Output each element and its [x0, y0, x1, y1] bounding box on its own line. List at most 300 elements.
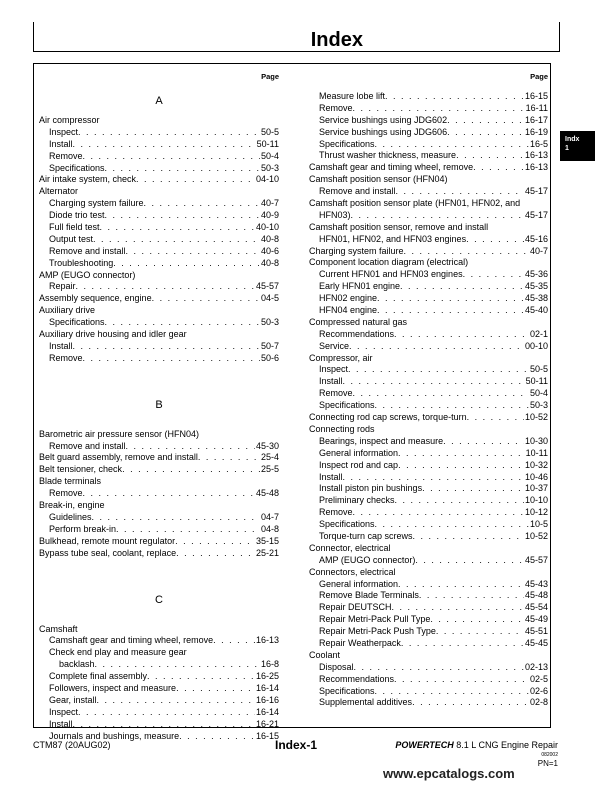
index-entry-page[interactable]: 16-15	[255, 730, 279, 741]
leader-dots	[466, 234, 524, 246]
section-letter-b: B	[155, 398, 163, 411]
index-entry-page[interactable]: 25-21	[255, 547, 279, 558]
index-list-c	[39, 624, 279, 743]
leader-dots	[126, 441, 255, 453]
index-entry-text: Connecting rods	[309, 423, 375, 434]
index-entry-text: Connectors, electrical	[309, 566, 396, 577]
index-entry-page[interactable]: 16-16	[255, 694, 279, 705]
index-entry-text: Output test	[49, 233, 94, 244]
index-entry	[39, 536, 279, 548]
index-entry-page[interactable]: 25-5	[260, 464, 279, 475]
leader-dots	[97, 695, 255, 707]
index-entry-text: Diode trio test	[49, 210, 105, 221]
leader-dots	[375, 400, 529, 412]
index-entry	[309, 412, 548, 424]
index-entry-text: Charging system failure	[309, 245, 404, 256]
index-entry-page[interactable]: 16-13	[255, 635, 279, 646]
index-entry	[39, 647, 279, 659]
index-entry-page[interactable]: 40-8	[260, 233, 279, 244]
index-entry-text: Blade terminals	[39, 476, 102, 487]
leader-dots	[392, 602, 524, 614]
index-list-right	[309, 91, 548, 709]
index-entry-text: Measure lobe lift	[319, 91, 386, 101]
index-entry-text: Charging system failure	[49, 198, 144, 209]
index-entry-page[interactable]: 40-9	[260, 210, 279, 221]
index-entry-page[interactable]: 45-57	[255, 281, 279, 292]
index-entry-page[interactable]: 45-17	[524, 186, 548, 197]
index-entry	[39, 258, 279, 270]
index-entry	[39, 174, 279, 186]
leader-dots	[377, 293, 524, 305]
leader-dots	[430, 614, 524, 626]
index-entry-text: Inspect rod and cap	[319, 459, 399, 470]
index-entry	[39, 293, 279, 305]
index-entry	[39, 441, 279, 453]
index-entry-page[interactable]: 16-15	[524, 91, 548, 101]
index-entry-page[interactable]: 50-11	[525, 376, 548, 387]
index-entry	[39, 695, 279, 707]
index-entry	[309, 269, 548, 281]
leader-dots	[78, 707, 255, 719]
index-entry	[309, 150, 548, 162]
index-entry-page[interactable]: 40-7	[529, 245, 548, 256]
index-entry-page[interactable]: 50-4	[260, 150, 279, 161]
index-entry	[39, 464, 279, 476]
index-entry-text: Specifications	[319, 519, 375, 530]
leader-dots	[447, 127, 524, 139]
index-entry-text: Install	[319, 471, 343, 482]
index-entry-text: Repair Metri-Pack Push Type	[319, 626, 436, 637]
section-letter-a: A	[155, 95, 163, 107]
index-entry-page[interactable]: 45-16	[524, 233, 548, 244]
leader-dots	[353, 507, 524, 519]
index-entry-text: Guidelines	[49, 511, 92, 522]
index-entry-text: Install	[49, 138, 73, 149]
index-entry-page[interactable]: 45-49	[524, 614, 548, 625]
index-entry-text: Remove and install	[49, 245, 126, 256]
footer-doc-id: CTM87 (20AUG02)	[33, 740, 111, 750]
index-entry-page[interactable]: 40-10	[255, 222, 279, 233]
index-entry-page[interactable]: 16-13	[524, 162, 548, 173]
index-entry-page[interactable]: 45-35	[524, 281, 548, 292]
index-entry	[309, 293, 548, 305]
index-entry	[309, 400, 548, 412]
index-entry-text: Troubleshooting	[49, 257, 114, 268]
section-letter-c: C	[155, 593, 163, 606]
index-entry-page[interactable]: 16-25	[255, 671, 279, 682]
index-entry-page[interactable]: 16-21	[255, 718, 279, 729]
index-entry-page[interactable]: 16-14	[255, 706, 279, 717]
leader-dots	[176, 683, 255, 695]
index-entry-text: Bulkhead, remote mount regulator	[39, 535, 176, 546]
index-tab-label: Indx	[565, 136, 580, 143]
leader-dots	[412, 697, 529, 709]
leader-dots	[396, 186, 524, 198]
index-entry	[39, 548, 279, 560]
index-entry-text: Disposal	[319, 661, 354, 672]
index-entry-text: Camshaft position sensor (HFN04)	[309, 174, 448, 185]
index-entry	[309, 662, 548, 674]
index-entry	[39, 270, 279, 282]
index-entry	[39, 341, 279, 353]
leader-dots	[395, 495, 524, 507]
index-entry	[309, 638, 548, 650]
index-entry	[39, 635, 279, 647]
index-entry-text: Supplemental additives	[319, 697, 413, 708]
leader-dots	[353, 388, 529, 400]
index-entry-page[interactable]: 16-19	[524, 126, 548, 137]
index-entry-text: Specifications	[49, 317, 105, 328]
leader-dots	[456, 150, 524, 162]
index-entry-text: Remove and install	[49, 440, 126, 451]
index-entry-text: Barometric air pressure sensor (HFN04)	[39, 428, 200, 439]
leader-dots	[354, 662, 524, 674]
leader-dots	[436, 626, 524, 638]
index-entry	[39, 115, 279, 127]
index-entry-text: Auxiliary drive	[39, 305, 96, 316]
index-entry	[39, 210, 279, 222]
index-entry-text: Install	[49, 340, 73, 351]
index-column-left	[39, 71, 279, 742]
index-entry	[39, 707, 279, 719]
leader-dots	[105, 317, 260, 329]
index-entry-page[interactable]: 50-4	[529, 388, 548, 399]
index-entry-text: General information	[319, 578, 399, 589]
index-entry-text: Install	[49, 718, 73, 729]
index-entry	[309, 579, 548, 591]
index-entry-page[interactable]: 16-5	[529, 138, 548, 149]
index-entry-text: HFN03)	[319, 209, 351, 220]
index-entry-text: Break-in, engine	[39, 500, 105, 511]
index-entry-page[interactable]: 10-52	[524, 530, 548, 541]
index-entry-text: Service bushings using JDG602	[319, 114, 448, 125]
index-entry-page[interactable]: 10-46	[524, 471, 548, 482]
leader-dots	[83, 488, 255, 500]
index-entry-page[interactable]: 45-57	[524, 554, 548, 565]
index-entry-page[interactable]: 50-6	[260, 352, 279, 363]
index-entry-text: Gear, install	[49, 694, 97, 705]
leader-dots	[349, 341, 524, 353]
index-entry	[309, 103, 548, 115]
index-entry-text: Bearings, inspect and measure	[319, 435, 444, 446]
index-entry-page[interactable]: 45-48	[524, 590, 548, 601]
index-entry	[309, 507, 548, 519]
index-entry-page[interactable]: 10-32	[524, 459, 548, 470]
index-entry	[309, 543, 548, 555]
leader-dots	[463, 269, 524, 281]
index-entry-text: Alternator	[39, 186, 79, 197]
leader-dots	[83, 353, 260, 365]
leader-dots	[398, 448, 525, 460]
index-entry	[309, 353, 548, 365]
index-entry-text: Connecting rod cap screws, torque-turn	[309, 412, 467, 423]
leader-dots	[415, 555, 524, 567]
index-entry-text: Belt guard assembly, remove and install	[39, 452, 198, 463]
index-entry	[39, 683, 279, 695]
index-entry-page[interactable]: 45-51	[524, 626, 548, 637]
leader-dots	[147, 671, 255, 683]
index-entry-page[interactable]: 16-17	[524, 114, 548, 125]
title-box	[33, 22, 560, 52]
index-entry-text: Remove	[49, 352, 83, 363]
index-entry	[309, 210, 548, 222]
index-entry-text: Perform break-in	[49, 523, 117, 534]
index-entry	[39, 659, 279, 671]
index-entry-page[interactable]: 10-30	[524, 435, 548, 446]
leader-dots	[176, 548, 255, 560]
index-entry-text: Air intake system, check	[39, 174, 137, 185]
leader-dots	[179, 731, 255, 743]
index-entry-text: Remove	[49, 488, 83, 499]
index-entry	[39, 353, 279, 365]
index-entry-page[interactable]: 16-13	[524, 150, 548, 161]
index-entry	[309, 495, 548, 507]
leader-dots	[93, 234, 260, 246]
index-entry-text: Component location diagram (electrical)	[309, 257, 469, 268]
index-entry-page[interactable]: 04-5	[260, 293, 279, 304]
index-entry	[39, 429, 279, 441]
index-entry	[309, 555, 548, 567]
index-entry-page[interactable]: 04-8	[260, 523, 279, 534]
index-entry-text: Auxiliary drive housing and idler gear	[39, 329, 187, 340]
leader-dots	[343, 376, 525, 388]
index-entry-text: Check end play and measure gear	[49, 647, 187, 658]
index-entry	[309, 460, 548, 472]
index-entry	[39, 500, 279, 512]
index-entry	[309, 341, 548, 353]
leader-dots	[92, 512, 260, 524]
index-entry	[39, 305, 279, 317]
index-entry	[309, 317, 548, 329]
index-entry	[39, 624, 279, 636]
leader-dots	[443, 436, 524, 448]
leader-dots	[78, 127, 260, 139]
index-entry-page[interactable]: 02-1	[529, 328, 548, 339]
index-entry-text: Repair Weatherpack	[319, 637, 401, 648]
index-entry-page[interactable]: 40-8	[260, 257, 279, 268]
index-tab	[560, 131, 595, 161]
index-entry-page[interactable]: 45-36	[524, 269, 548, 280]
leader-dots	[394, 329, 529, 341]
index-entry-text: Install	[319, 376, 343, 387]
leader-dots	[404, 246, 529, 258]
index-entry-text: AMP (EUGO connector)	[39, 269, 136, 280]
index-entry	[309, 91, 548, 103]
index-entry-text: Remove	[319, 507, 353, 518]
leader-dots	[113, 258, 260, 270]
index-entry-page[interactable]: 10-52	[524, 412, 548, 423]
index-entry-text: Inspect	[49, 126, 79, 137]
leader-dots	[73, 341, 260, 353]
index-entry	[309, 686, 548, 698]
index-entry-page[interactable]: 45-45	[524, 637, 548, 648]
leader-dots	[343, 472, 524, 484]
index-entry-text: Remove	[319, 388, 353, 399]
index-entry-page[interactable]: 40-7	[260, 198, 279, 209]
index-entry-text: Assembly sequence, engine	[39, 293, 152, 304]
index-entry-text: Camshaft	[39, 623, 78, 634]
index-entry-page[interactable]: 50-3	[529, 400, 548, 411]
index-entry-text: HFN04 engine	[319, 305, 378, 316]
leader-dots	[73, 139, 256, 151]
index-entry	[39, 198, 279, 210]
leader-dots	[198, 452, 260, 464]
index-entry	[39, 452, 279, 464]
index-entry	[309, 139, 548, 151]
index-entry-page[interactable]: 45-43	[524, 578, 548, 589]
index-entry	[309, 257, 548, 269]
watermark[interactable]: www.epcatalogs.com	[383, 766, 515, 781]
leader-dots	[116, 524, 260, 536]
index-entry-page[interactable]: 02-5	[529, 673, 548, 684]
index-entry-page[interactable]: 02-8	[529, 697, 548, 708]
index-entry-page[interactable]: 35-15	[255, 535, 279, 546]
index-entry-page[interactable]: 25-4	[260, 452, 279, 463]
index-entry-text: Remove Blade Terminals	[319, 590, 419, 601]
leader-dots	[126, 246, 260, 258]
page-title: Index	[310, 29, 363, 51]
index-entry-text: Remove	[49, 150, 83, 161]
leader-dots	[413, 531, 524, 543]
leader-dots	[175, 536, 255, 548]
index-entry-page[interactable]: 10-37	[524, 483, 548, 494]
page-column-header: Page	[530, 72, 548, 81]
index-entry	[39, 488, 279, 500]
index-entry-page[interactable]: 50-3	[260, 162, 279, 173]
leader-dots	[398, 460, 524, 472]
index-entry	[309, 626, 548, 638]
index-entry-text: Repair	[49, 281, 76, 292]
index-entry-text: HFN01, HFN02, and HFN03 engines	[319, 233, 467, 244]
index-entry	[309, 472, 548, 484]
leader-dots	[467, 412, 524, 424]
index-entry-text: Service bushings using JDG606	[319, 126, 448, 137]
index-entry-page[interactable]: 02-6	[529, 685, 548, 696]
index-entry-text: Specifications	[49, 162, 105, 173]
index-entry	[39, 163, 279, 175]
leader-dots	[73, 719, 255, 731]
index-entry-text: Thrust washer thickness, measure	[319, 150, 457, 161]
index-entry	[39, 246, 279, 258]
index-entry-page[interactable]: 16-14	[255, 682, 279, 693]
index-entry-text: Inspect	[319, 364, 349, 375]
footer-pn: PN=1	[537, 759, 558, 768]
index-entry-text: Remove	[319, 102, 353, 113]
leader-dots	[375, 686, 529, 698]
index-entry-page[interactable]: 10-11	[525, 447, 548, 458]
index-entry-text: Inspect	[49, 706, 79, 717]
index-entry-text: Recommendations	[319, 328, 395, 339]
leader-dots	[419, 590, 524, 602]
index-entry	[39, 127, 279, 139]
index-entry-page[interactable]: 45-40	[524, 305, 548, 316]
leader-dots	[351, 210, 524, 222]
leader-dots	[375, 139, 529, 151]
index-entry-text: Compressor, air	[309, 352, 373, 363]
index-entry-text: Specifications	[319, 685, 375, 696]
index-entry-text: backlash	[59, 659, 95, 670]
leader-dots	[76, 281, 255, 293]
index-entry-text: General information	[319, 447, 399, 458]
index-entry-text: Camshaft position sensor plate (HFN01, HFN02, and	[309, 198, 521, 209]
footer-title	[395, 740, 558, 750]
index-entry-text: Specifications	[319, 138, 375, 149]
index-entry-text: Repair DEUTSCH	[319, 602, 392, 613]
index-entry-page[interactable]: 04-7	[260, 511, 279, 522]
index-entry	[309, 567, 548, 579]
index-entry-text: Belt tensioner, check	[39, 464, 123, 475]
leader-dots	[144, 198, 260, 210]
index-entry-page[interactable]: 45-38	[524, 293, 548, 304]
index-entry	[309, 424, 548, 436]
index-entry-page[interactable]: 50-7	[260, 340, 279, 351]
index-entry	[309, 483, 548, 495]
index-entry-text: Specifications	[319, 400, 375, 411]
index-list-b	[39, 429, 279, 560]
index-entry-page[interactable]: 16-8	[260, 659, 279, 670]
index-entry-page[interactable]: 16-11	[525, 102, 548, 113]
leader-dots	[95, 659, 260, 671]
leader-dots	[447, 115, 524, 127]
index-entry-page[interactable]: 10-10	[524, 495, 548, 506]
index-entry-page[interactable]: 02-13	[524, 661, 548, 672]
index-entry	[309, 448, 548, 460]
index-entry-page[interactable]: 50-11	[256, 138, 279, 149]
index-entry-text: Full field test	[49, 222, 100, 233]
index-entry-text: Followers, inspect and measure	[49, 682, 177, 693]
index-entry	[309, 650, 548, 662]
index-entry	[309, 162, 548, 174]
index-entry-text: Compressed natural gas	[309, 316, 408, 327]
index-entry-page[interactable]: 10-5	[529, 519, 548, 530]
leader-dots	[122, 464, 260, 476]
index-entry	[39, 317, 279, 329]
index-entry-text: Preliminary checks	[319, 495, 395, 506]
index-entry-page[interactable]: 45-17	[524, 209, 548, 220]
index-entry-page[interactable]: 10-12	[524, 507, 548, 518]
index-list-a	[39, 115, 279, 365]
index-entry-page[interactable]: 45-30	[255, 440, 279, 451]
index-entry-page[interactable]: 45-48	[255, 488, 279, 499]
index-entry-page[interactable]: 50-3	[260, 317, 279, 328]
leader-dots	[375, 519, 529, 531]
leader-dots	[398, 579, 524, 591]
index-entry-text: Air compressor	[39, 115, 100, 125]
index-entry	[309, 115, 548, 127]
leader-dots	[152, 293, 260, 305]
index-entry-text: Early HFN01 engine	[319, 281, 401, 292]
index-entry	[39, 234, 279, 246]
leader-dots	[105, 163, 260, 175]
leader-dots	[385, 91, 524, 103]
index-entry	[39, 524, 279, 536]
index-entry-page[interactable]: 50-5	[260, 126, 279, 137]
index-entry	[309, 614, 548, 626]
index-entry	[39, 151, 279, 163]
index-entry-page[interactable]: 50-5	[529, 364, 548, 375]
footer-brand: POWERTECH	[395, 740, 454, 750]
index-entry	[309, 602, 548, 614]
index-entry	[309, 519, 548, 531]
leader-dots	[353, 103, 525, 115]
index-entry-page[interactable]: 45-54	[524, 602, 548, 613]
page-column-header: Page	[261, 72, 279, 81]
index-entry-page[interactable]: 04-10	[255, 174, 279, 185]
index-entry-text: Torque-turn cap screws	[319, 530, 413, 541]
index-entry-page[interactable]: 00-10	[524, 340, 548, 351]
leader-dots	[400, 281, 524, 293]
index-entry-page[interactable]: 40-6	[260, 245, 279, 256]
